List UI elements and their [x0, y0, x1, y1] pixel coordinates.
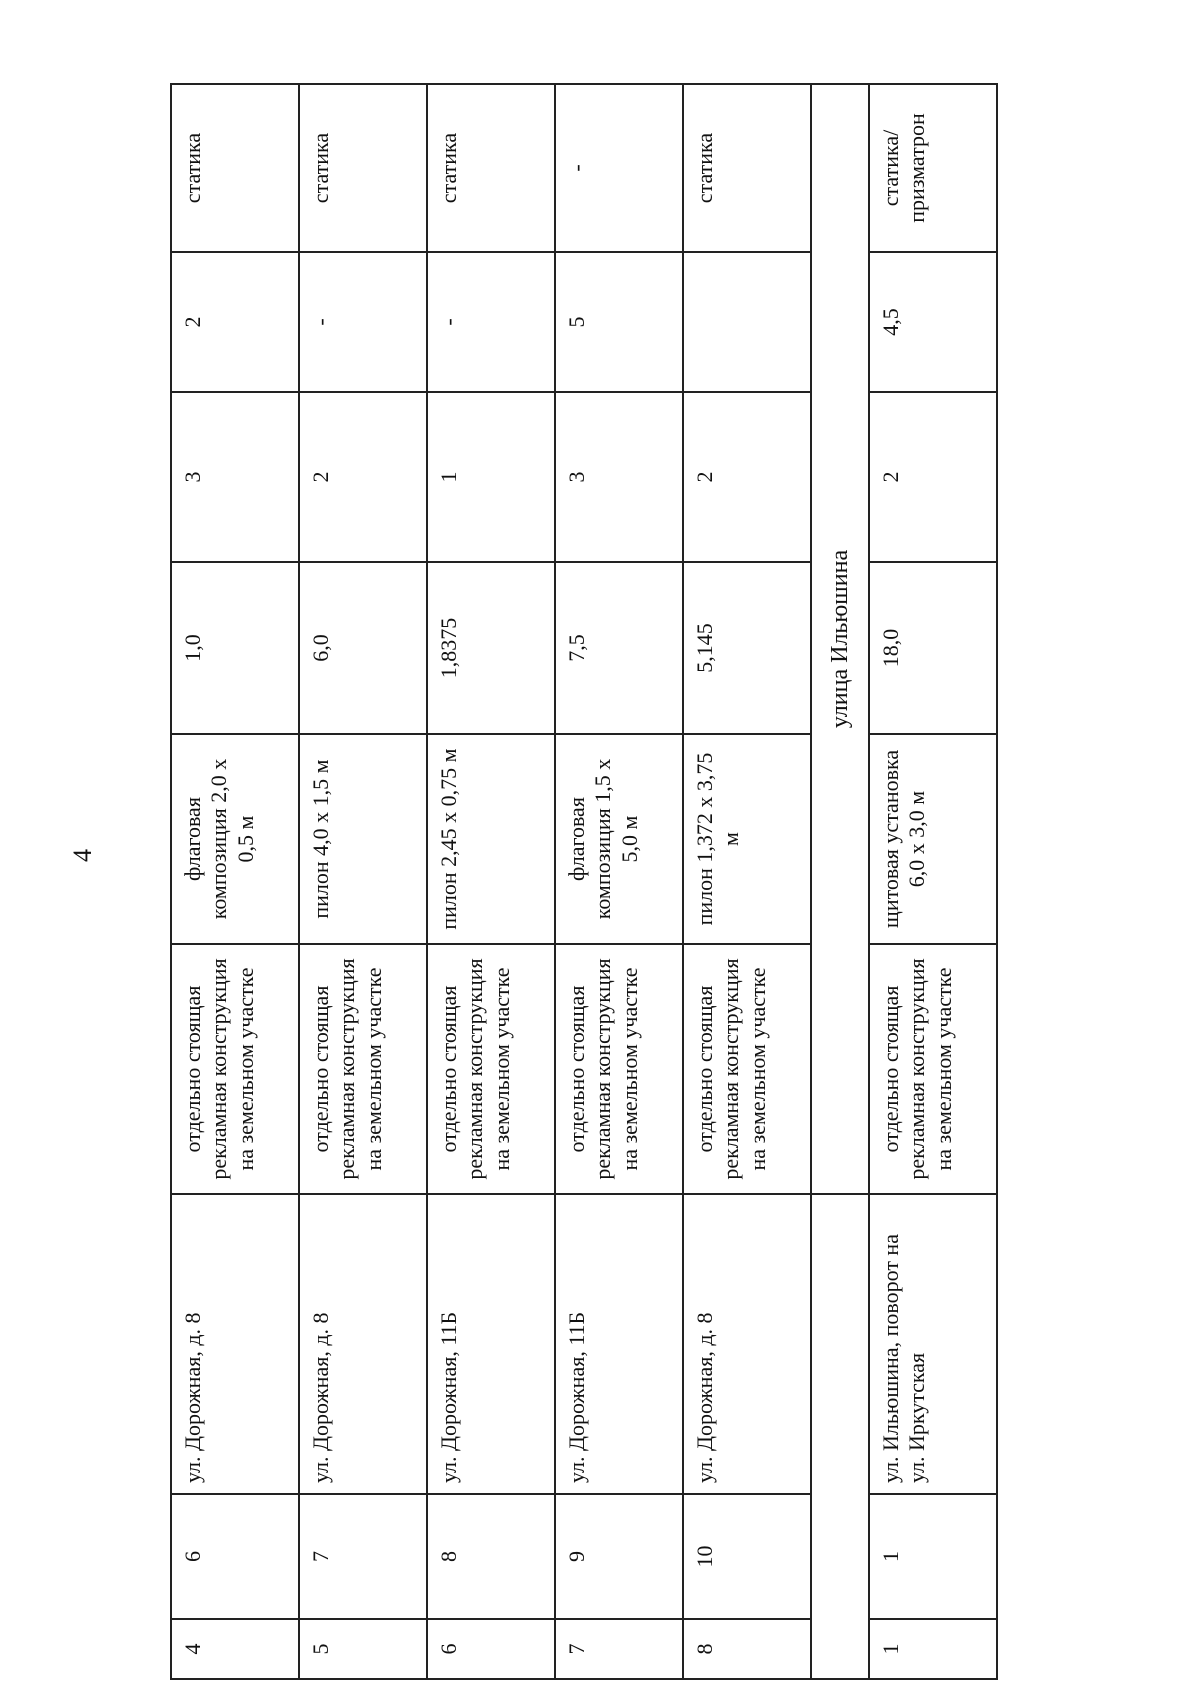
cell-n: 6: [427, 1619, 555, 1679]
cell-light: [683, 252, 811, 392]
cell-tech: статика/ призматрон: [869, 84, 997, 252]
cell-tech: статика: [171, 84, 299, 252]
cell-address: ул. Дорожная, 11Б: [427, 1194, 555, 1494]
cell-type: отдельно стоящая рекламная конструкция на земельном участке: [869, 944, 997, 1194]
cell-light: 2: [171, 252, 299, 392]
cell-point: 1: [869, 1494, 997, 1619]
cell-light: 5: [555, 252, 683, 392]
cell-tech: статика: [683, 84, 811, 252]
cell-format: флаговая композиция 1,5 х 5,0 м: [555, 734, 683, 944]
cell-type: отдельно стоящая рекламная конструкция на земельном участке: [171, 944, 299, 1194]
cell-type: отдельно стоящая рекламная конструкция на земельном участке: [299, 944, 427, 1194]
cell-area: 1,8375: [427, 562, 555, 734]
cell-format: пилон 4,0 х 1,5 м: [299, 734, 427, 944]
section-header-row: [811, 84, 869, 1679]
cell-tech: статика: [427, 84, 555, 252]
advertising-structures-table: [170, 83, 998, 1680]
cell-n: 4: [171, 1619, 299, 1679]
table-row: [683, 84, 811, 1679]
cell-tech: -: [555, 84, 683, 252]
cell-n: 7: [555, 1619, 683, 1679]
cell-n: 8: [683, 1619, 811, 1679]
cell-sides: 3: [555, 392, 683, 562]
section-header: улица Ильюшина: [811, 84, 869, 1194]
cell-area: 5,145: [683, 562, 811, 734]
cell-sides: 2: [869, 392, 997, 562]
table-row: [869, 84, 997, 1679]
cell-light: 4,5: [869, 252, 997, 392]
cell-area: 18,0: [869, 562, 997, 734]
cell-format: щитовая установка 6,0 х 3,0 м: [869, 734, 997, 944]
cell-sides: 3: [171, 392, 299, 562]
cell-point: 10: [683, 1494, 811, 1619]
cell-type: отдельно стоящая рекламная конструкция на земельном участке: [427, 944, 555, 1194]
cell-type: отдельно стоящая рекламная конструкция на земельном участке: [555, 944, 683, 1194]
table-row: [555, 84, 683, 1679]
cell-tech: статика: [299, 84, 427, 252]
empty-cell: [811, 1194, 869, 1679]
cell-address: ул. Дорожная, д. 8: [299, 1194, 427, 1494]
cell-light: -: [299, 252, 427, 392]
cell-address: ул. Дорожная, д. 8: [171, 1194, 299, 1494]
cell-point: 6: [171, 1494, 299, 1619]
cell-type: отдельно стоящая рекламная конструкция на земельном участке: [683, 944, 811, 1194]
cell-n: 5: [299, 1619, 427, 1679]
cell-point: 8: [427, 1494, 555, 1619]
table-row: [299, 84, 427, 1679]
table-row: [427, 84, 555, 1679]
cell-area: 6,0: [299, 562, 427, 734]
cell-light: -: [427, 252, 555, 392]
cell-address: ул. Дорожная, 11Б: [555, 1194, 683, 1494]
cell-format: пилон 1,372 х 3,75 м: [683, 734, 811, 944]
rotated-table-container: [170, 85, 1018, 1680]
table-row: [171, 84, 299, 1679]
cell-sides: 2: [299, 392, 427, 562]
cell-sides: 1: [427, 392, 555, 562]
cell-n: 1: [869, 1619, 997, 1679]
cell-point: 7: [299, 1494, 427, 1619]
cell-point: 9: [555, 1494, 683, 1619]
cell-format: пилон 2,45 х 0,75 м: [427, 734, 555, 944]
cell-area: 7,5: [555, 562, 683, 734]
cell-address: ул. Ильюшина, поворот на ул. Иркутская: [869, 1194, 997, 1494]
cell-area: 1,0: [171, 562, 299, 734]
cell-address: ул. Дорожная, д. 8: [683, 1194, 811, 1494]
cell-sides: 2: [683, 392, 811, 562]
page-number: 4: [68, 849, 97, 862]
cell-format: флаговая композиция 2,0 х 0,5 м: [171, 734, 299, 944]
